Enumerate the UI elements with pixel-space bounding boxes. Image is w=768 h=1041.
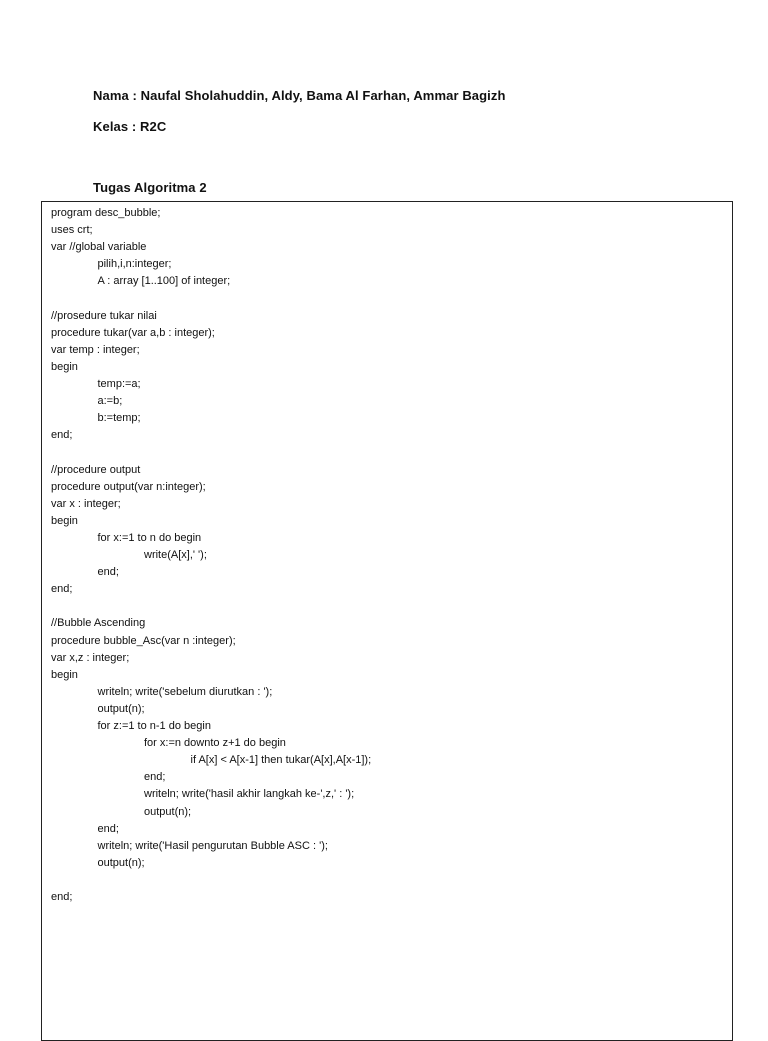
code-line: output(n); <box>97 856 145 869</box>
code-line: end; <box>51 891 73 903</box>
code-line: var //global variable <box>51 241 147 254</box>
code-line: var x : integer; <box>51 497 121 510</box>
code-line: write(A[x],' '); <box>144 549 207 561</box>
code-line: writeln; write('sebelum diurutkan : '); <box>97 685 273 698</box>
code-line: output(n); <box>144 805 192 818</box>
code-line: //prosedure tukar nilai <box>51 309 157 322</box>
code-line: a:=b; <box>97 395 123 408</box>
code-line: program desc_bubble; <box>51 207 161 219</box>
assignment-title: Tugas Algoritma 2 <box>93 180 207 195</box>
code-line: begin <box>51 668 78 681</box>
code-line: //procedure output <box>51 463 141 476</box>
code-line: A : array [1..100] of integer; <box>97 275 231 288</box>
code-line: var temp : integer; <box>51 343 140 356</box>
code-listing-box <box>41 201 733 1041</box>
code-line: procedure output(var n:integer); <box>51 480 206 493</box>
code-line: if A[x] < A[x-1] then tukar(A[x],A[x-1]); <box>190 754 372 767</box>
code-line: for x:=1 to n do begin <box>97 531 202 544</box>
code-line: begin <box>51 514 78 527</box>
code-line: temp:=a; <box>97 378 141 390</box>
student-names: Nama : Naufal Sholahuddin, Aldy, Bama Al Farhan, Ammar Bagizh <box>93 88 506 103</box>
code-line: for x:=n downto z+1 do begin <box>144 737 286 750</box>
code-line: end; <box>51 583 73 596</box>
code-line: procedure bubble_Asc(var n :integer); <box>51 634 236 647</box>
code-line: b:=temp; <box>97 412 141 425</box>
code-line: end; <box>97 822 119 835</box>
class-label: Kelas : R2C <box>93 119 167 134</box>
code-line: writeln; write('Hasil pengurutan Bubble ASC : '); <box>97 839 328 852</box>
code-line: uses crt; <box>51 224 93 237</box>
code-line: //Bubble Ascending <box>51 617 146 630</box>
code-line: end; <box>97 566 119 579</box>
code-line: end; <box>144 771 166 784</box>
code-line: var x,z : integer; <box>51 651 130 664</box>
code-line: pilih,i,n:integer; <box>97 258 172 271</box>
code-line: procedure tukar(var a,b : integer); <box>51 326 215 339</box>
code-line: begin <box>51 360 78 373</box>
code-line: writeln; write('hasil akhir langkah ke-',z,' : '); <box>144 788 355 801</box>
code-line: end; <box>51 429 73 442</box>
code-line: for z:=1 to n-1 do begin <box>97 720 211 732</box>
code-line: output(n); <box>97 702 145 715</box>
